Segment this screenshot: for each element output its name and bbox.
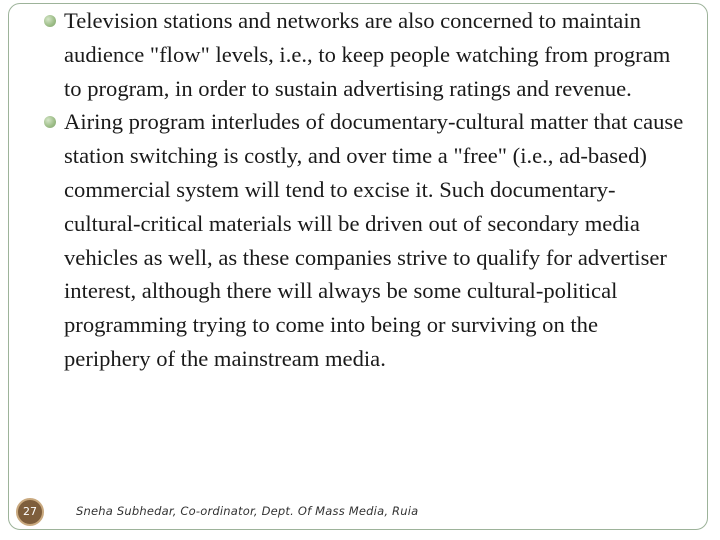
footer-credit: Sneha Subhedar, Co-ordinator, Dept. Of Mass Media, Ruia: [76, 504, 419, 518]
page-number-badge: 27: [16, 498, 44, 526]
bullet-list: [44, 4, 684, 376]
bullet-text: Television stations and networks are also concerned to maintain audience "flow" levels, i.e., to keep people watching from program to program, in order to sustain advertising ratings and revenue.: [64, 8, 671, 101]
bullet-text: Airing program interludes of documentary-cultural matter that cause station switching is costly, and over time a "free" (i.e., ad-based) commercial system will tend to excise it. Such documentary-cultural-critical materials will be driven out of secondary media vehicles as well, as these companies strive to qualify for advertiser interest, although there will always be some cultural-political programming trying to come into being or surviving on the periphery of the mainstream media.: [64, 109, 684, 371]
bullet-dot-icon: [44, 15, 56, 27]
bullet-item: [44, 4, 684, 105]
bullet-dot-icon: [44, 116, 56, 128]
bullet-item: [44, 105, 684, 375]
